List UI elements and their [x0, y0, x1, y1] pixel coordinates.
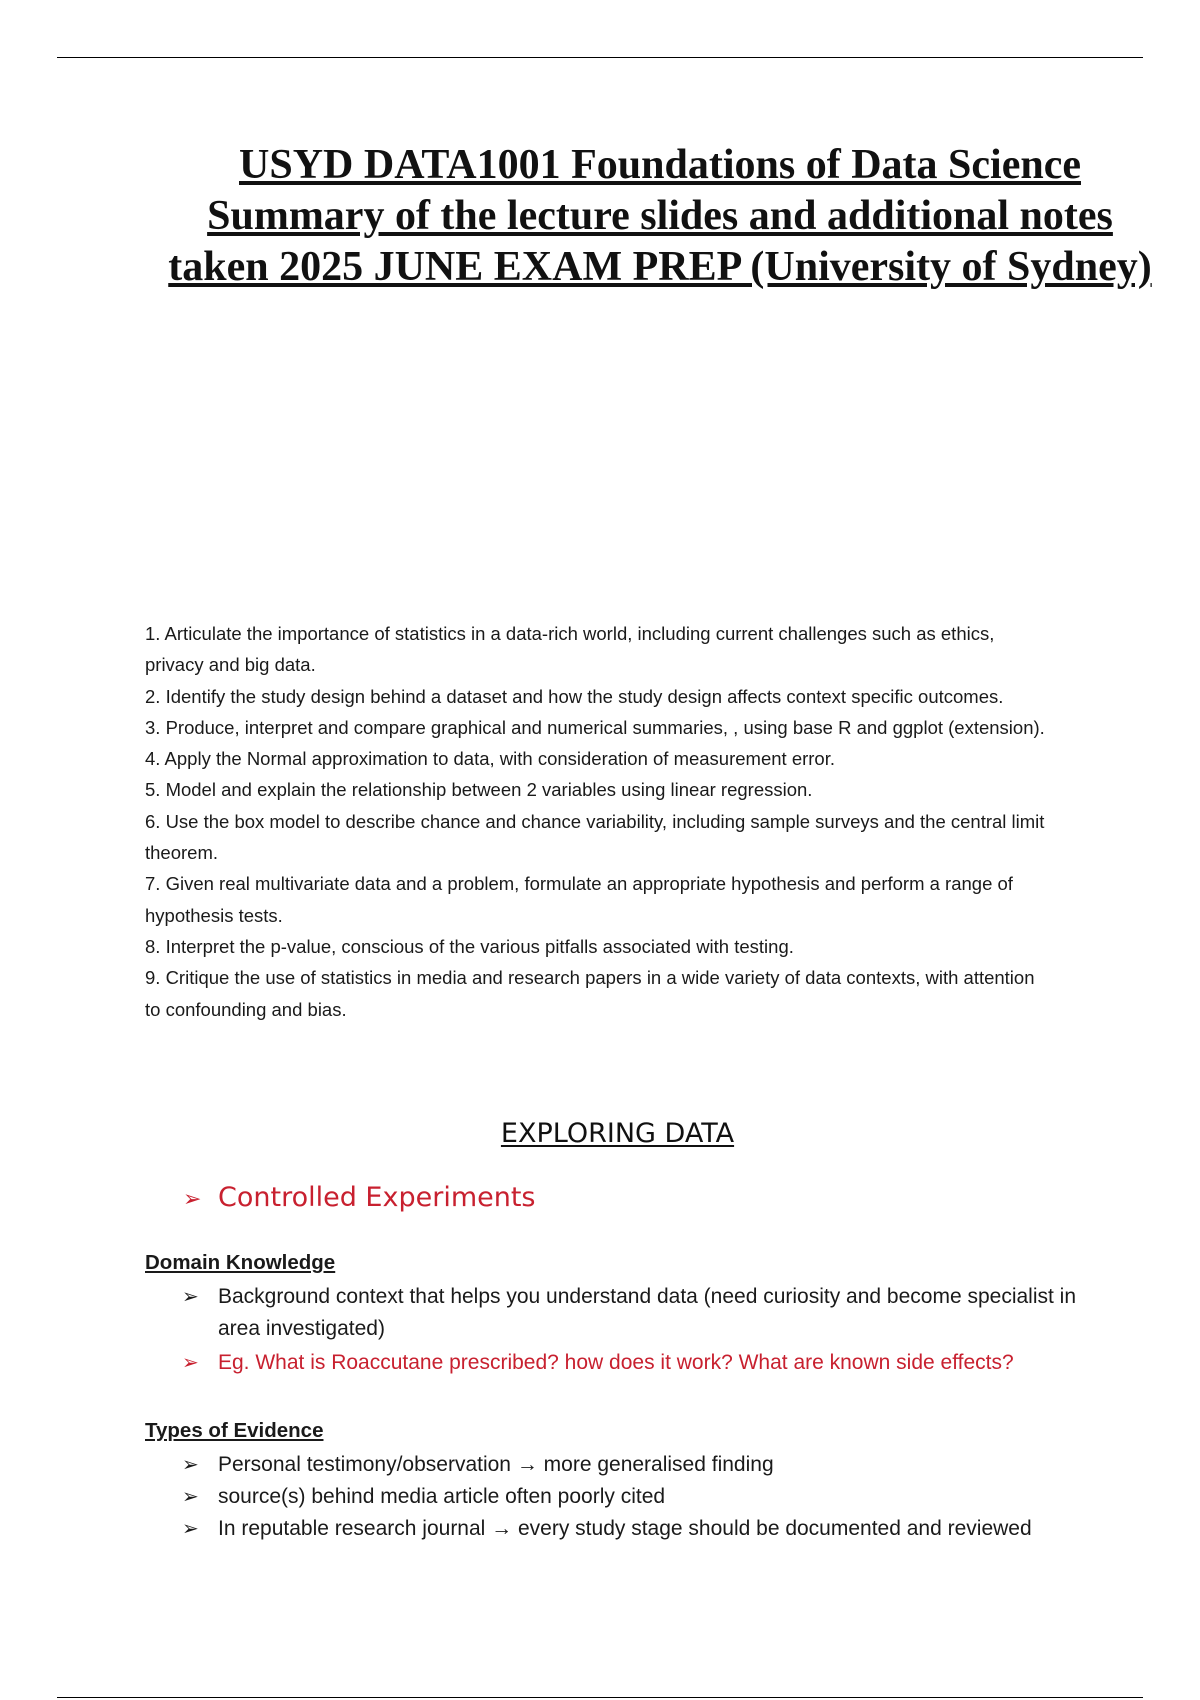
- types-of-evidence-list: [182, 1449, 1082, 1545]
- list-item-text: Personal testimony/observation → more generalised finding: [218, 1453, 774, 1476]
- list-item: [182, 1449, 1082, 1481]
- list-item-text: source(s) behind media article often poorly cited: [218, 1485, 666, 1508]
- top-rule: [57, 57, 1143, 58]
- arrow-bullet-icon: ➢: [182, 1518, 199, 1540]
- list-item: [182, 1347, 1082, 1379]
- objective-item: 4. Apply the Normal approximation to data, with consideration of measurement error.: [145, 748, 835, 770]
- arrow-bullet-icon: ➢: [182, 1352, 199, 1374]
- learning-objectives-list: [145, 618, 1045, 1025]
- list-item: [182, 1513, 1082, 1545]
- list-item: [182, 1281, 1082, 1345]
- objective-item: 7. Given real multivariate data and a problem, formulate an appropriate hypothesis and perform a range of hypothesis tests.: [145, 873, 1013, 926]
- arrow-bullet-icon: ➢: [182, 1486, 199, 1508]
- objective-item: 9. Critique the use of statistics in media and research papers in a wide variety of data contexts, with attention to confounding and bias.: [145, 967, 1035, 1020]
- list-item-text: Eg. What is Roaccutane prescribed? how does it work? What are known side effects?: [218, 1351, 1014, 1374]
- list-item: [182, 1481, 1082, 1513]
- objective-item: 5. Model and explain the relationship between 2 variables using linear regression.: [145, 779, 813, 801]
- objective-item: 2. Identify the study design behind a dataset and how the study design affects context specific outcomes.: [145, 685, 1004, 707]
- domain-knowledge-list: [182, 1281, 1082, 1379]
- objective-item: 6. Use the box model to describe chance and chance variability, including sample surveys and the central limit theorem.: [145, 810, 1045, 864]
- arrow-bullet-icon: ➢: [182, 1454, 199, 1476]
- section-heading: EXPLORING DATA: [500, 1118, 735, 1149]
- objective-item: 3. Produce, interpret and compare graphical and numerical summaries, , using base R and ggplot (extension).: [145, 716, 1045, 738]
- bottom-rule: [57, 1697, 1143, 1698]
- objective-item: 8. Interpret the p-value, conscious of the various pitfalls associated with testing.: [145, 935, 794, 957]
- domain-knowledge-label: Domain Knowledge: [145, 1251, 336, 1274]
- arrow-bullet-icon: ➢: [182, 1286, 199, 1308]
- subheading-text: Controlled Experiments: [218, 1182, 536, 1213]
- document-title: USYD DATA1001 Foundations of Data Science Summary of the lecture slides and additional notes taken 2025 JUNE EXAM PREP (University of Sydney): [168, 142, 1152, 290]
- list-item-text: Background context that helps you understand data (need curiosity and become specialist in area investigated): [218, 1285, 1077, 1340]
- list-item-text: In reputable research journal → every study stage should be documented and reviewed: [218, 1517, 1032, 1540]
- arrow-bullet-icon: ➢: [183, 1187, 202, 1212]
- objective-item: 1. Articulate the importance of statistics in a data-rich world, including current challenges such as ethics, privacy and big data.: [145, 623, 995, 676]
- subheading-controlled-experiments: [183, 1178, 536, 1220]
- types-of-evidence-label: Types of Evidence: [145, 1419, 324, 1442]
